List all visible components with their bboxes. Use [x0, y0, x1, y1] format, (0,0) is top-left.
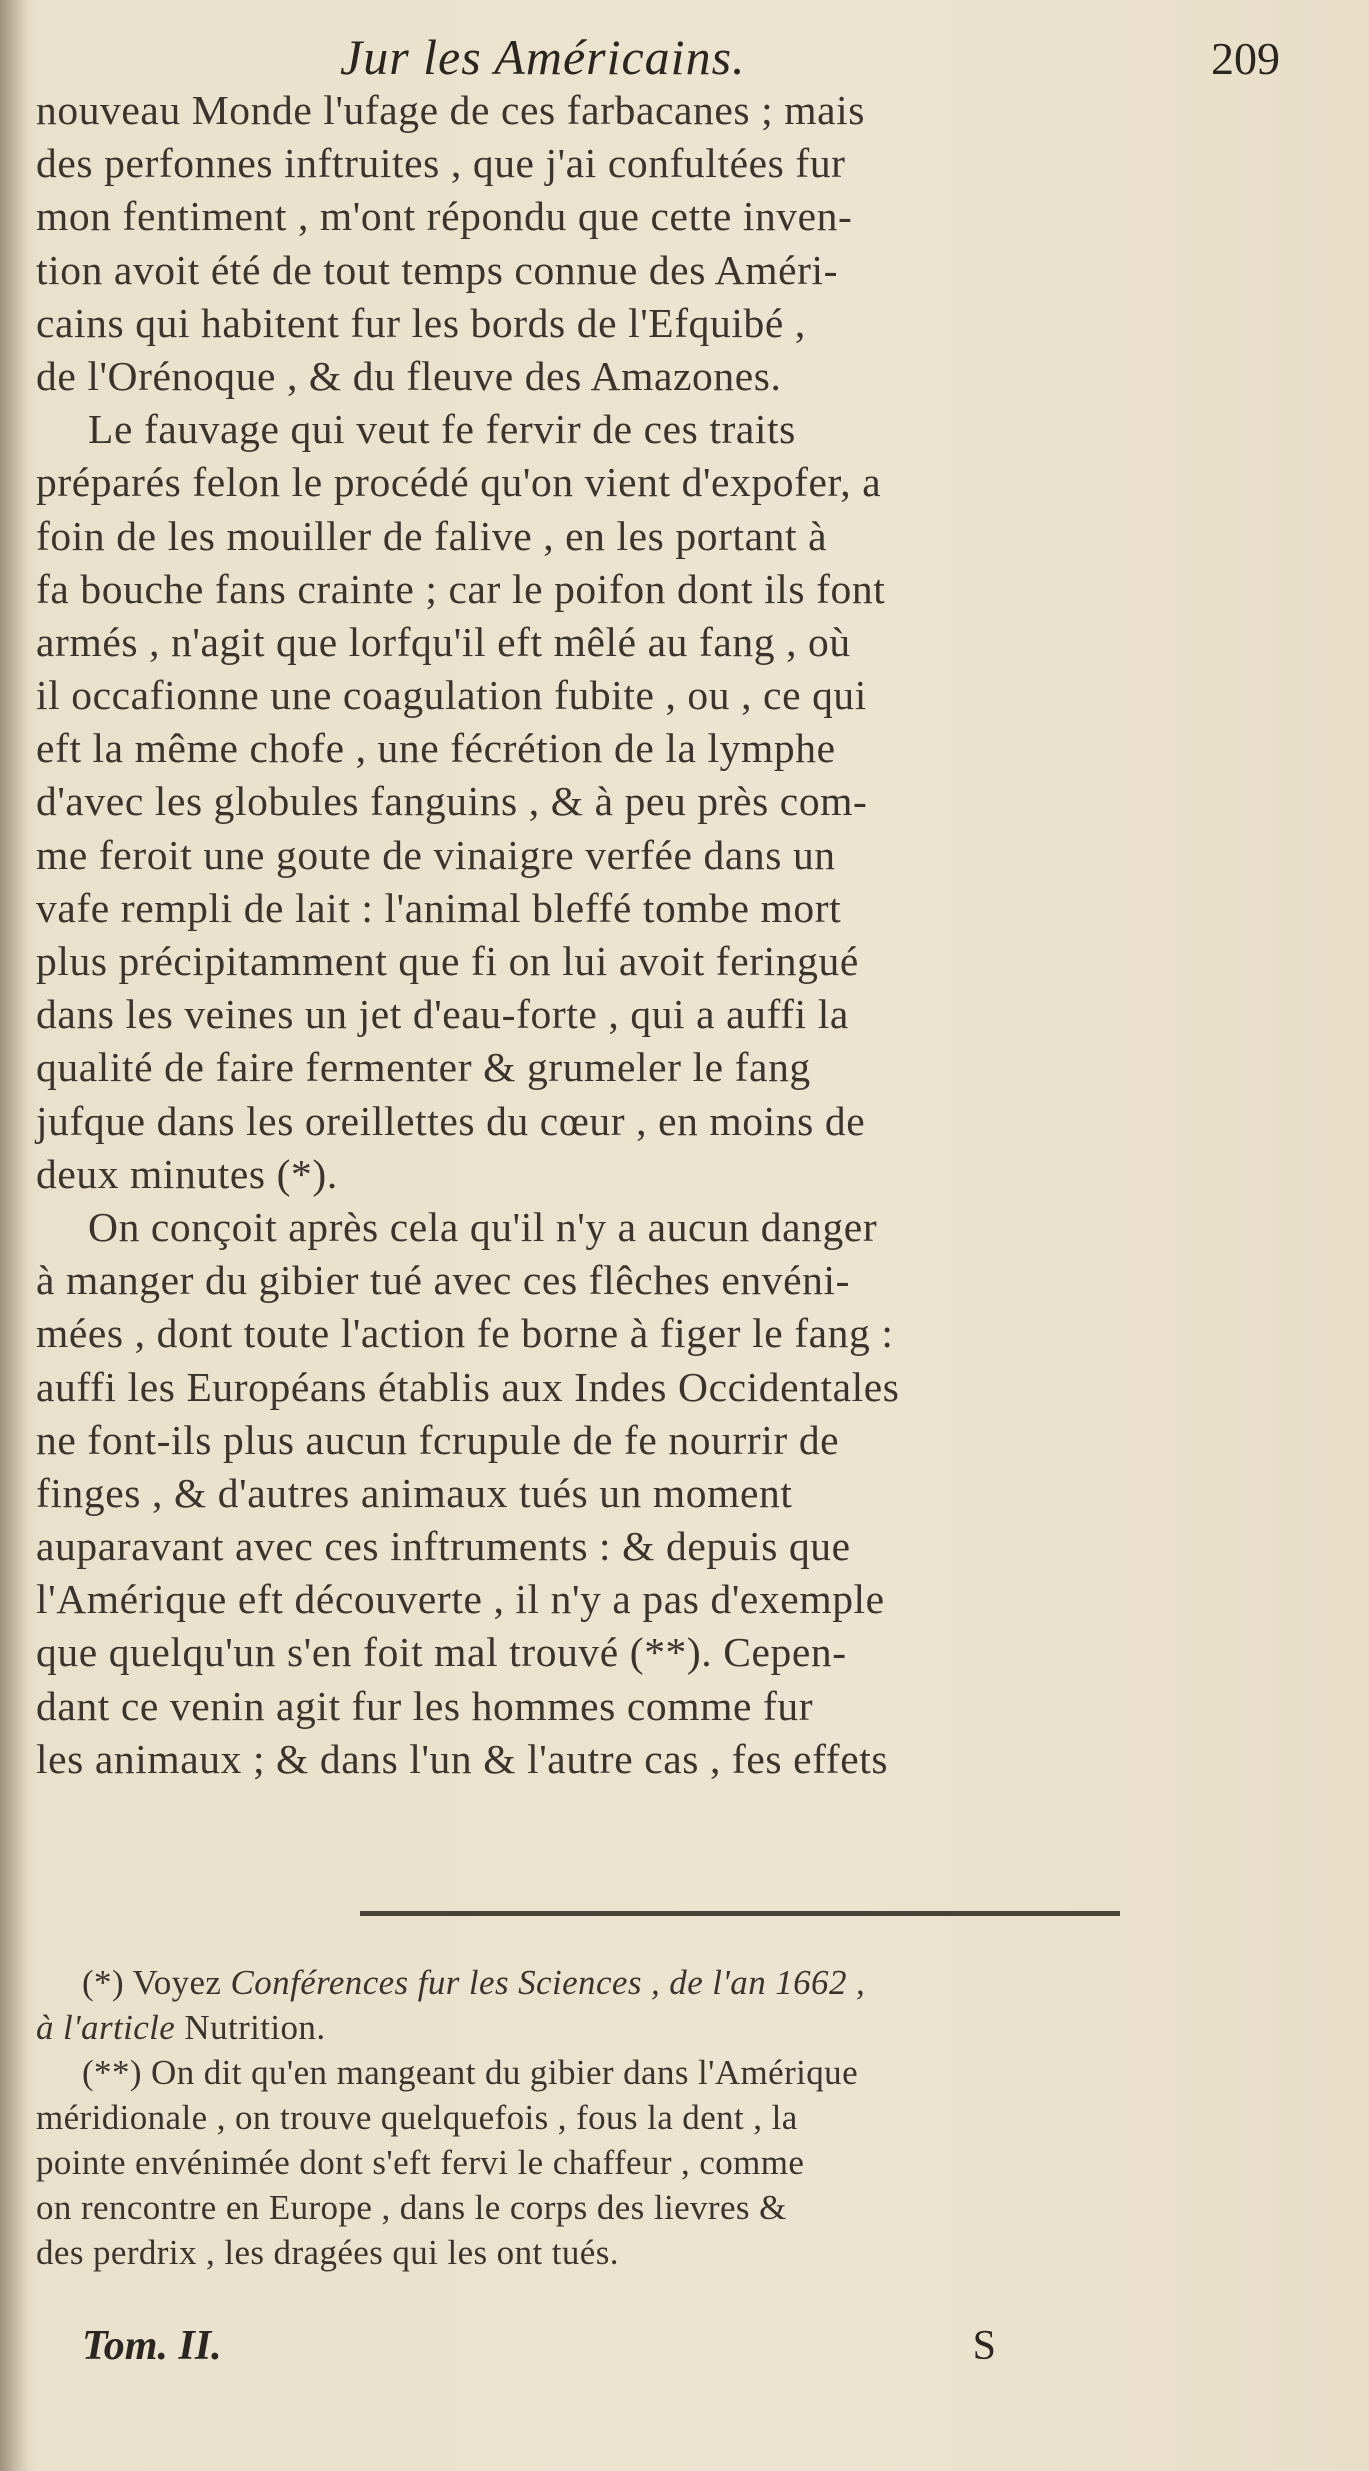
- text-line: d'avec les globules fanguins , & à peu près com-: [36, 778, 868, 825]
- text-line: me feroit une goute de vinaigre verfée dans un: [36, 831, 836, 878]
- text-line: l'Amérique eft découverte , il n'y a pas d'exemple: [36, 1576, 885, 1623]
- footnote-1-rest: Nutrition.: [184, 2008, 326, 2047]
- text-line: plus précipitamment que fi on lui avoit feringué: [36, 938, 859, 984]
- running-title: Jur les Américains.: [340, 29, 746, 85]
- footnote-1-line: [36, 2005, 1116, 2050]
- volume-mark: Tom. II.: [82, 2323, 222, 2369]
- text-line: foin de les mouiller de falive , en les portant à: [36, 512, 828, 559]
- footnote-2-line: méridionale , on trouve quelquefois , fous la dent , la: [36, 2098, 798, 2137]
- text-line: préparés felon le procédé qu'on vient d'expofer, a: [36, 459, 882, 506]
- text-line: dant ce venin agit fur les hommes comme fur: [36, 1682, 814, 1729]
- text-line: qualité de faire fermenter & grumeler le fang: [36, 1044, 811, 1091]
- footnote-1-prefix: à l'article: [36, 2008, 176, 2047]
- text-line: auparavant avec ces inftruments : & depuis que: [36, 1523, 851, 1570]
- text-line: dans les veines un jet d'eau-forte , qui a auffi la: [36, 991, 849, 1038]
- text-line: fa bouche fans crainte ; car le poifon dont ils font: [36, 565, 886, 612]
- text-line: que quelqu'un s'en foit mal trouvé (**). Cepen-: [36, 1629, 847, 1676]
- text-line: les animaux ; & dans l'un & l'autre cas , fes effets: [36, 1735, 889, 1782]
- text-line: nouveau Monde l'ufage de ces farbacanes ; mais: [36, 87, 866, 133]
- text-line: jufque dans les oreillettes du cœur , en moins de: [36, 1097, 866, 1144]
- text-line: cains qui habitent fur les bords de l'Efquibé ,: [36, 299, 806, 346]
- signature-mark: S: [972, 2323, 996, 2369]
- footnote-2-line: des perdrix , les dragées qui les ont tués.: [36, 2233, 619, 2272]
- paragraph-start-line: Le fauvage qui veut fe fervir de ces traits: [88, 406, 796, 453]
- footnote-2-line: (**) On dit qu'en mangeant du gibier dans l'Amérique: [82, 2053, 858, 2092]
- page-footer: [36, 2322, 996, 2382]
- text-line: mées , dont toute l'action fe borne à figer le fang :: [36, 1310, 894, 1357]
- text-line: il occafionne une coagulation fubite , ou , ce qui: [36, 672, 867, 719]
- footnote-1-year: de l'an 1662 ,: [669, 1963, 866, 2002]
- text-line: de l'Orénoque , & du fleuve des Amazones.: [36, 352, 782, 399]
- text-line: armés , n'agit que lorfqu'il eft mêlé au fang , où: [36, 618, 851, 665]
- footnotes: [36, 1960, 1116, 2275]
- footnote-rule: [360, 1911, 1120, 1916]
- footnote-1-mark: (*) Voyez: [82, 1963, 222, 2002]
- main-text: [36, 84, 1116, 1786]
- footnote-2-line: pointe envénimée dont s'eft fervi le chaffeur , comme: [36, 2143, 805, 2182]
- text-line: auffi les Européans établis aux Indes Occidentales: [36, 1363, 900, 1410]
- text-line: à manger du gibier tué avec ces flêches envéni-: [36, 1257, 851, 1304]
- footnote-1-title: Conférences fur les Sciences ,: [230, 1963, 661, 2002]
- text-line: mon fentiment , m'ont répondu que cette inven-: [36, 193, 853, 240]
- footnote-2-line: on rencontre en Europe , dans le corps des lievres &: [36, 2188, 787, 2227]
- text-line: tion avoit été de tout temps connue des Améri-: [36, 246, 839, 293]
- text-line: ne font-ils plus aucun fcrupule de fe nourrir de: [36, 1416, 840, 1463]
- paragraph-start-line: On conçoit après cela qu'il n'y a aucun danger: [88, 1203, 878, 1250]
- footnote-1-line: [36, 1960, 1116, 2005]
- page-number: 209: [1211, 33, 1280, 84]
- text-line: des perfonnes inftruites , que j'ai confultées fur: [36, 140, 846, 187]
- text-line: deux minutes (*).: [36, 1150, 338, 1197]
- gutter-shadow: [0, 0, 28, 2471]
- text-line: eft la même chofe , une fécrétion de la lymphe: [36, 725, 836, 772]
- text-line: finges , & d'autres animaux tués un moment: [36, 1469, 793, 1516]
- text-line: vafe rempli de lait : l'animal bleffé tombe mort: [36, 884, 842, 931]
